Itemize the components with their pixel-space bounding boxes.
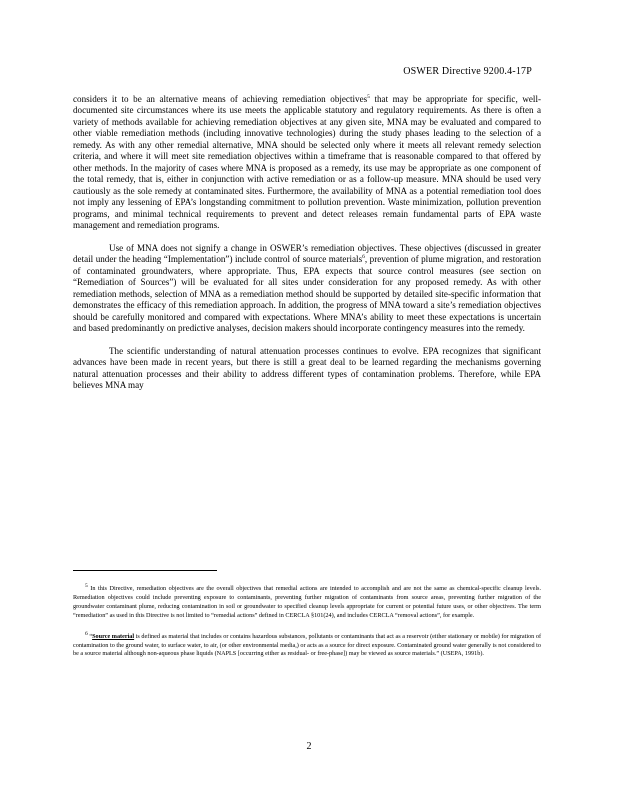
footnote-ref-6: 6 — [362, 254, 365, 261]
body-text — [73, 94, 541, 403]
paragraph-1-text-b: that may be appropriate for specific, well-documented site circumstances where its use meets the applicable statutory and regulatory requirements. As there is often a variety of methods available for achieving remediation objectives at any given site, MNA may be evaluated and compared to other viable remediation methods (including innovative technologies) during the study phases leading to the selection of a remedy. As with any other remedial alternative, MNA should be selected only where it meets all relevant remedy selection criteria, and where it will meet site remediation objectives within a timeframe that is reasonable compared to that offered by other methods. In the majority of cases where MNA is proposed as a remedy, its use may be appropriate as one component of the total remedy, that is, either in conjunction with active remediation or as a follow-up measure. MNA should be used very cautiously as the sole remedy at contaminated sites. Furthermore, the availability of MNA as a potential remediation tool does not imply any lessening of EPA’s longstanding commitment to pollution prevention. Waste minimization, pollution prevention programs, and minimal technical requirements to prevent and detect releases remain fundamental parts of EPA waste management and remediation programs. — [73, 94, 541, 230]
footnote-6-term: Source material — [92, 632, 135, 640]
footnote-separator — [73, 570, 217, 571]
paragraph-3-text: The scientific understanding of natural attenuation processes continues to evolve. EPA recognizes that significant advances have been made in recent years, but there is still a great deal to be learned regarding the mechanisms governing natural attenuation processes and their ability to address different types of contamination problems. Therefore, while EPA believes MNA may — [73, 345, 541, 391]
paragraph-2 — [73, 243, 541, 335]
footnote-6: $^6$ “Source material is defined as material that includes or contains hazardous substances, pollutants or contaminants that act as a reservoir (either stationary or mobile) for migration of contamination to the ground water, to surface water, to air, (or other environmental media,) or acts as a source for direct exposure. Contaminated ground water generally is not considered to be a source material although non-aqueous phase liquids (NAPLS [occurring either as residual- or free-phase]) may be viewed as source materials.” (USEPA, 1991b). — [73, 630, 542, 658]
footnote-ref-5: 5 — [367, 93, 370, 100]
paragraph-1 — [73, 94, 541, 231]
footnote-mark-6: 6 — [85, 630, 88, 637]
footnote-5-text: In this Directive, remediation objectives are the overall objectives that remedial actions are intended to accomplish and are not the same as chemical-specific cleanup levels. Remediation objectives could include preventing exposure to contaminants, preventing further migration of contaminants from source areas, preventing further migration of the groundwater contaminant plume, reducing contamination in soil or groundwater to specified cleanup levels appropriate for current or potential future uses, or other objectives. The term “remediation” as used in this Directive is not limited to “remedial actions” defined in CERCLA §101(24), and includes CERCLA “removal actions”, for example. — [73, 585, 542, 619]
footnote-mark-5: 5 — [85, 582, 88, 589]
paragraph-2-text-a: Use of MNA does not signify a change in OSWER’s remediation objectives. These objectives (discussed in greater detail under the heading “Implementation”) include control of source materials — [73, 242, 541, 265]
page-number: 2 — [306, 741, 312, 752]
paragraph-3 — [73, 346, 541, 392]
paragraph-1-text-a: considers it to be an alternative means of achieving remediation objectives — [73, 94, 368, 104]
footnotes — [73, 582, 542, 671]
footnote-5 — [73, 582, 542, 621]
footnote-6-text: is defined as material that includes or contains hazardous substances, pollutants or contaminants that act as a reservoir (either stationary or mobile) for migration of contamination to the ground water, to surface water, to air, (or other environmental media,) or acts as a source for direct exposure. Contaminated ground water generally is not considered to be a source material although non-aqueous phase liquids (NAPLS [occurring either as residual- or free-phase]) may be viewed as source materials.” (USEPA, 1991b). — [73, 632, 542, 658]
paragraph-2-text-b: , prevention of plume migration, and restoration of contaminated groundwaters, where appropriate. Thus, EPA expects that source control measures (see section on “Remediation of Sources”) will be evaluated for all sites under consideration for any proposed remedy. As with other remediation methods, selection of MNA as a remediation method should be supported by detailed site-specific information that demonstrates the efficacy of this remediation approach. In addition, the progress of MNA toward a site’s remediation objectives should be carefully monitored and compared with expectations. Where MNA’s ability to meet these expectations is uncertain and based predominantly on predictive analyses, decision makers should incorporate contingency measures into the remedy. — [73, 254, 541, 333]
directive-header: OSWER Directive 9200.4-17P — [403, 66, 532, 77]
